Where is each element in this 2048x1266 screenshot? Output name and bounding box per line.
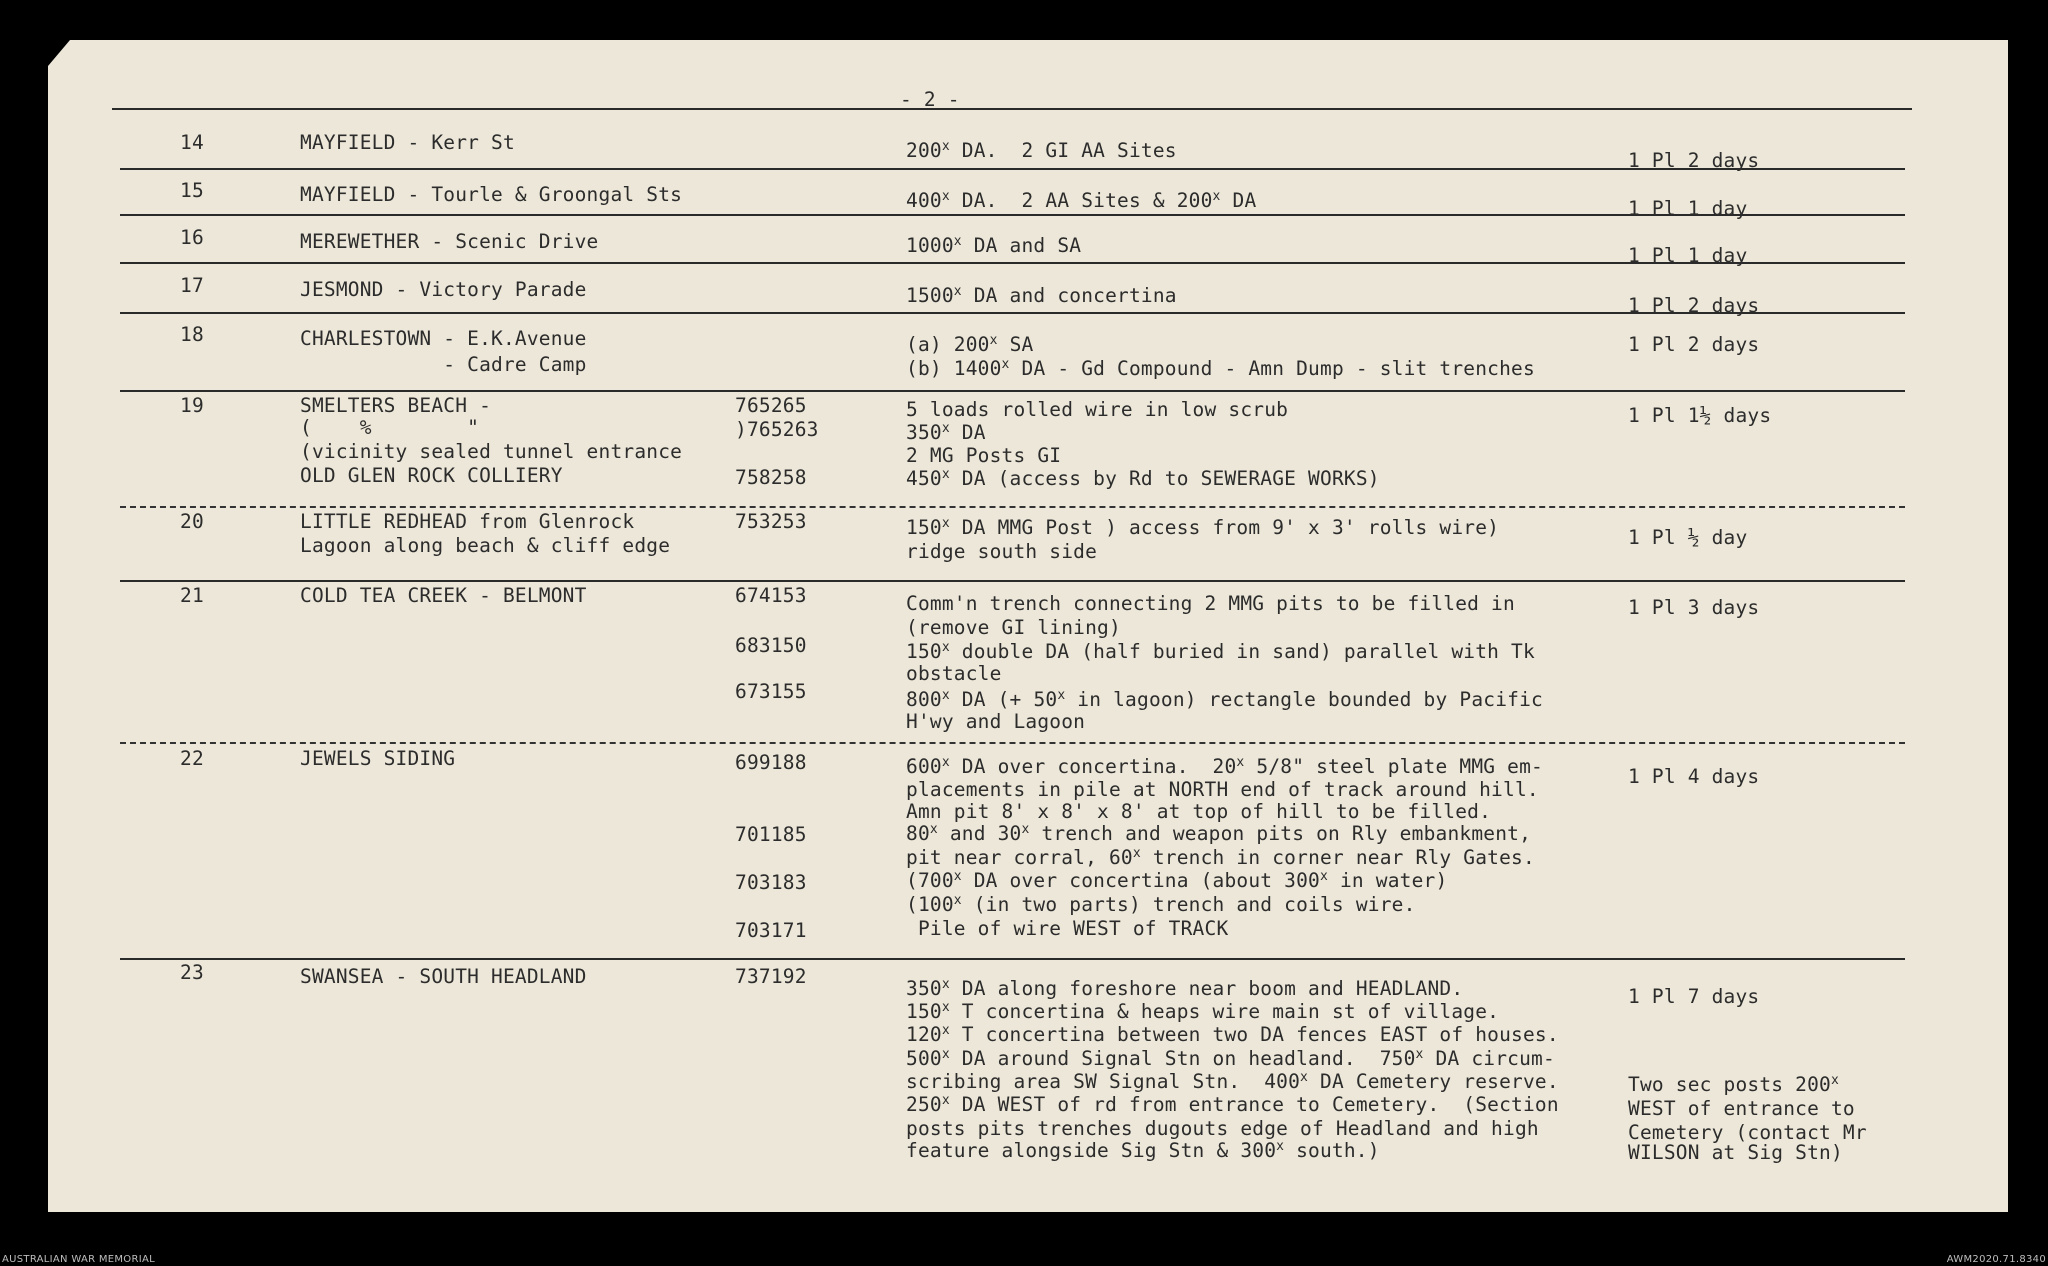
row-location: SWANSEA - SOUTH HEADLAND	[300, 965, 587, 988]
row-task: (700$^x$ DA over concertina (about 300$^x$ in water)	[906, 869, 1448, 892]
row-task: 450$^x$ DA (access by Rd to SEWERAGE WORKS)	[906, 467, 1380, 490]
row-number: 19	[180, 394, 204, 417]
row-location: - Cadre Camp	[300, 353, 587, 376]
row-task: 120$^x$ T concertina between two DA fences EAST of houses.	[906, 1023, 1559, 1046]
row-task: 1000$^x$ DA and SA	[906, 234, 1082, 257]
row-task: (100$^x$ (in two parts) trench and coils wire.	[906, 893, 1416, 916]
row-task: 250$^x$ DA WEST of rd from entrance to Cemetery. (Section	[906, 1093, 1559, 1116]
row-number: 14	[180, 131, 204, 154]
row-location: JESMOND - Victory Parade	[300, 278, 587, 301]
row-refs: 737192	[735, 965, 807, 988]
row-task: H'wy and Lagoon	[906, 710, 1086, 733]
row-time: WILSON at Sig Stn)	[1628, 1141, 1843, 1164]
row-location: OLD GLEN ROCK COLLIERY	[300, 464, 563, 487]
row-time: 1 Pl 3 days	[1628, 596, 1760, 619]
row-task: posts pits trenches dugouts edge of Headland and high	[906, 1117, 1539, 1140]
row-task: Comm'n trench connecting 2 MMG pits to be filled in	[906, 592, 1515, 615]
row-divider	[120, 506, 1905, 508]
row-task: 150$^x$ DA MMG Post ) access from 9' x 3' rolls wire)	[906, 516, 1500, 539]
row-task: 800$^x$ DA (+ $50^x$ in lagoon) rectangle bounded by Pacific	[906, 688, 1543, 711]
row-task: 80$^x$ and 30$^x$ trench and weapon pits on Rly embankment,	[906, 822, 1532, 845]
row-task: Pile of wire WEST of TRACK	[906, 917, 1229, 940]
row-task: Amn pit 8' x 8' x 8' at top of hill to be filled.	[906, 800, 1492, 823]
row-refs: )765263	[735, 418, 819, 441]
row-refs: 673155	[735, 680, 807, 703]
row-task: 350$^x$ DA	[906, 421, 986, 444]
row-number: 22	[180, 747, 204, 770]
row-task: pit near corral, 60$^x$ trench in corner near Rly Gates.	[906, 846, 1535, 869]
row-location: CHARLESTOWN - E.K.Avenue	[300, 327, 587, 350]
row-number: 21	[180, 584, 204, 607]
row-location: JEWELS SIDING	[300, 747, 456, 770]
row-time: 1 Pl 2 days	[1628, 333, 1760, 356]
row-refs: 703183	[735, 871, 807, 894]
row-task: 350$^x$ DA along foreshore near boom and HEADLAND.	[906, 977, 1464, 1000]
row-time: 1 Pl 1½ days	[1628, 404, 1772, 427]
archive-credit: AUSTRALIAN WAR MEMORIAL	[2, 1254, 155, 1265]
row-refs: 753253	[735, 510, 807, 533]
row-task: 2 MG Posts GI	[906, 444, 1062, 467]
row-task: 1500$^x$ DA and concertina	[906, 284, 1177, 307]
row-time: 1 Pl 2 days	[1628, 294, 1760, 317]
folded-corner	[48, 40, 70, 66]
row-refs: 701185	[735, 823, 807, 846]
row-divider	[120, 390, 1905, 392]
row-task: (a) 200$^x$ SA	[906, 333, 1034, 356]
row-time: 1 Pl 7 days	[1628, 985, 1760, 1008]
row-location: MAYFIELD - Tourle & Groongal Sts	[300, 183, 683, 206]
row-number: 18	[180, 323, 204, 346]
row-refs: 683150	[735, 634, 807, 657]
row-time: WEST of entrance to	[1628, 1097, 1855, 1120]
row-refs: 674153	[735, 584, 807, 607]
row-divider	[120, 958, 1905, 960]
row-time: Cemetery (contact Mr	[1628, 1121, 1867, 1144]
row-task: obstacle	[906, 662, 1002, 685]
row-task: 150$^x$ double DA (half buried in sand) parallel with Tk	[906, 640, 1535, 663]
row-refs: 765265	[735, 394, 807, 417]
row-task: 400$^x$ DA. 2 AA Sites & 200$^x$ DA	[906, 189, 1257, 212]
row-number: 15	[180, 179, 204, 202]
row-divider	[120, 742, 1905, 744]
row-task: feature alongside Sig Stn & 300$^x$ south.)	[906, 1139, 1380, 1162]
row-task: ridge south side	[906, 540, 1098, 563]
row-location: COLD TEA CREEK - BELMONT	[300, 584, 587, 607]
page-number: - 2 -	[900, 88, 960, 111]
row-divider	[112, 108, 1912, 110]
row-location: Lagoon along beach & cliff edge	[300, 534, 671, 557]
row-location: MEREWETHER - Scenic Drive	[300, 230, 599, 253]
row-task: 5 loads rolled wire in low scrub	[906, 398, 1289, 421]
row-location: (vicinity sealed tunnel entrance	[300, 440, 683, 463]
row-task: placements in pile at NORTH end of track around hill.	[906, 778, 1539, 801]
archive-reference: AWM2020.71.8340	[1946, 1254, 2046, 1265]
row-number: 23	[180, 961, 204, 984]
row-refs: 703171	[735, 919, 807, 942]
row-task: (b) 1400$^x$ DA - Gd Compound - Amn Dump - slit trenches	[906, 357, 1535, 380]
row-time: 1 Pl 1 day	[1628, 197, 1748, 220]
row-location: ( % "	[300, 416, 480, 439]
row-location: MAYFIELD - Kerr St	[300, 131, 515, 154]
row-task: 200$^x$ DA. 2 GI AA Sites	[906, 139, 1177, 162]
row-task: 150$^x$ T concertina & heaps wire main st of village.	[906, 1000, 1500, 1023]
row-task: (remove GI lining)	[906, 616, 1121, 639]
row-refs: 699188	[735, 751, 807, 774]
row-task: 600$^x$ DA over concertina. 20$^x$ 5/8" steel plate MMG em-	[906, 755, 1543, 778]
row-number: 20	[180, 510, 204, 533]
row-time: Two sec posts 200$^x$	[1628, 1073, 1840, 1096]
row-location: SMELTERS BEACH -	[300, 394, 492, 417]
row-location: LITTLE REDHEAD from Glenrock	[300, 510, 635, 533]
row-time: 1 Pl 4 days	[1628, 765, 1760, 788]
row-number: 16	[180, 226, 204, 249]
row-refs: 758258	[735, 466, 807, 489]
row-task: scribing area SW Signal Stn. 400$^x$ DA Cemetery reserve.	[906, 1070, 1559, 1093]
row-divider	[120, 580, 1905, 582]
row-time: 1 Pl ½ day	[1628, 526, 1748, 549]
row-number: 17	[180, 274, 204, 297]
row-task: 500$^x$ DA around Signal Stn on headland. 750$^x$ DA circum-	[906, 1047, 1555, 1070]
row-time: 1 Pl 2 days	[1628, 149, 1760, 172]
row-time: 1 Pl 1 day	[1628, 244, 1748, 267]
